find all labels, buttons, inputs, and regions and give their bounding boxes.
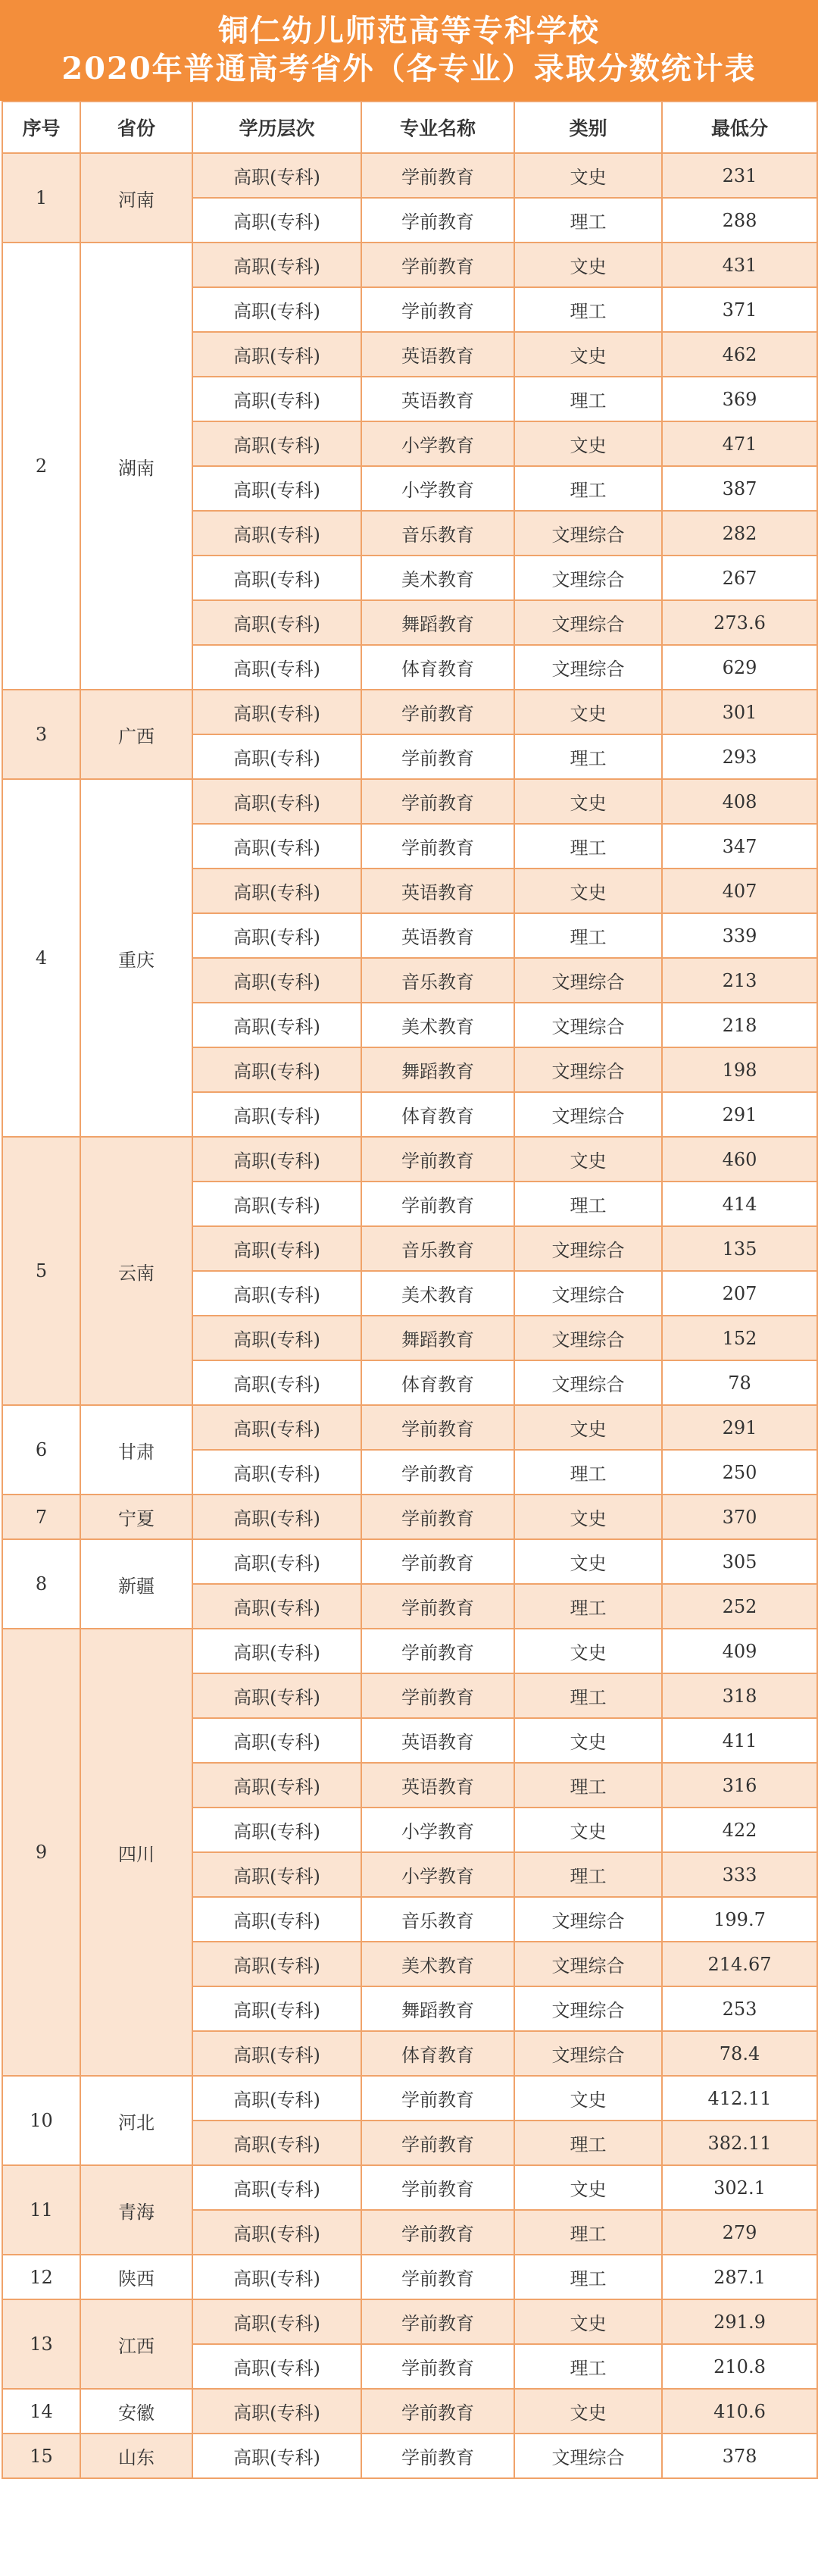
level-cell: 高职(专科): [192, 1450, 361, 1495]
province-cell: 河南: [80, 153, 192, 243]
category-cell: 文史: [514, 153, 662, 198]
province-cell: 甘肃: [80, 1405, 192, 1495]
category-cell: 文史: [514, 1539, 662, 1584]
column-header-category: 类别: [514, 102, 662, 153]
major-cell: 学前教育: [361, 2389, 514, 2434]
table-header-row: [2, 102, 817, 153]
category-cell: 理工: [514, 198, 662, 243]
major-cell: 音乐教育: [361, 1226, 514, 1271]
category-cell: 文史: [514, 2299, 662, 2344]
min-score-cell: 273.6: [662, 600, 817, 645]
min-score-cell: 410.6: [662, 2389, 817, 2434]
title-banner: [0, 0, 818, 101]
min-score-cell: 198: [662, 1047, 817, 1092]
major-cell: 舞蹈教育: [361, 1986, 514, 2031]
category-cell: 理工: [514, 2121, 662, 2165]
major-cell: 学前教育: [361, 2299, 514, 2344]
min-score-cell: 370: [662, 1495, 817, 1539]
min-score-cell: 267: [662, 556, 817, 600]
min-score-cell: 282: [662, 511, 817, 556]
major-cell: 舞蹈教育: [361, 600, 514, 645]
row-index-cell: 9: [2, 1629, 80, 2076]
province-cell: 河北: [80, 2076, 192, 2165]
level-cell: 高职(专科): [192, 2165, 361, 2210]
level-cell: 高职(专科): [192, 1226, 361, 1271]
category-cell: 文史: [514, 779, 662, 824]
level-cell: 高职(专科): [192, 466, 361, 511]
category-cell: 文史: [514, 2165, 662, 2210]
level-cell: 高职(专科): [192, 734, 361, 779]
major-cell: 学前教育: [361, 1405, 514, 1450]
level-cell: 高职(专科): [192, 1182, 361, 1226]
category-cell: 文理综合: [514, 645, 662, 690]
table-row: [2, 2389, 817, 2434]
level-cell: 高职(专科): [192, 198, 361, 243]
category-cell: 理工: [514, 1584, 662, 1629]
min-score-cell: 411: [662, 1718, 817, 1763]
province-cell: 云南: [80, 1137, 192, 1405]
row-index-cell: 2: [2, 243, 80, 690]
major-cell: 学前教育: [361, 1182, 514, 1226]
level-cell: 高职(专科): [192, 1003, 361, 1047]
min-score-cell: 287.1: [662, 2255, 817, 2299]
category-cell: 文理综合: [514, 2031, 662, 2076]
level-cell: 高职(专科): [192, 1092, 361, 1137]
province-cell: 宁夏: [80, 1495, 192, 1539]
major-cell: 学前教育: [361, 824, 514, 869]
level-cell: 高职(专科): [192, 779, 361, 824]
level-cell: 高职(专科): [192, 377, 361, 421]
table-row: [2, 1629, 817, 1673]
province-cell: 湖南: [80, 243, 192, 690]
level-cell: 高职(专科): [192, 645, 361, 690]
category-cell: 文史: [514, 869, 662, 913]
major-cell: 学前教育: [361, 1495, 514, 1539]
column-header-level: 学历层次: [192, 102, 361, 153]
category-cell: 理工: [514, 1182, 662, 1226]
major-cell: 英语教育: [361, 1718, 514, 1763]
category-cell: 文史: [514, 1718, 662, 1763]
level-cell: 高职(专科): [192, 1629, 361, 1673]
level-cell: 高职(专科): [192, 1405, 361, 1450]
level-cell: 高职(专科): [192, 421, 361, 466]
province-cell: 山东: [80, 2434, 192, 2478]
level-cell: 高职(专科): [192, 1718, 361, 1763]
row-index-cell: 15: [2, 2434, 80, 2478]
major-cell: 小学教育: [361, 466, 514, 511]
category-cell: 文理综合: [514, 1047, 662, 1092]
category-cell: 文理综合: [514, 958, 662, 1003]
level-cell: 高职(专科): [192, 1495, 361, 1539]
province-cell: 四川: [80, 1629, 192, 2076]
level-cell: 高职(专科): [192, 690, 361, 734]
category-cell: 理工: [514, 2344, 662, 2389]
level-cell: 高职(专科): [192, 958, 361, 1003]
major-cell: 学前教育: [361, 198, 514, 243]
min-score-cell: 382.11: [662, 2121, 817, 2165]
category-cell: 理工: [514, 287, 662, 332]
major-cell: 英语教育: [361, 332, 514, 377]
category-cell: 文史: [514, 1405, 662, 1450]
column-header-min-score: 最低分: [662, 102, 817, 153]
major-cell: 英语教育: [361, 377, 514, 421]
min-score-cell: 207: [662, 1271, 817, 1316]
min-score-cell: 369: [662, 377, 817, 421]
major-cell: 小学教育: [361, 421, 514, 466]
category-cell: 理工: [514, 466, 662, 511]
row-index-cell: 14: [2, 2389, 80, 2434]
category-cell: 文理综合: [514, 1092, 662, 1137]
category-cell: 文理综合: [514, 2434, 662, 2478]
min-score-cell: 231: [662, 153, 817, 198]
row-index-cell: 7: [2, 1495, 80, 1539]
min-score-cell: 409: [662, 1629, 817, 1673]
level-cell: 高职(专科): [192, 824, 361, 869]
major-cell: 体育教育: [361, 1360, 514, 1405]
min-score-cell: 199.7: [662, 1897, 817, 1942]
min-score-cell: 218: [662, 1003, 817, 1047]
page-title: 铜仁幼儿师范高等专科学校: [218, 13, 600, 49]
major-cell: 美术教育: [361, 1271, 514, 1316]
level-cell: 高职(专科): [192, 1137, 361, 1182]
category-cell: 文理综合: [514, 511, 662, 556]
min-score-cell: 339: [662, 913, 817, 958]
row-index-cell: 1: [2, 153, 80, 243]
category-cell: 文史: [514, 1137, 662, 1182]
row-index-cell: 6: [2, 1405, 80, 1495]
level-cell: 高职(专科): [192, 1584, 361, 1629]
major-cell: 美术教育: [361, 1003, 514, 1047]
min-score-cell: 471: [662, 421, 817, 466]
category-cell: 文理综合: [514, 1360, 662, 1405]
min-score-cell: 422: [662, 1808, 817, 1852]
level-cell: 高职(专科): [192, 1852, 361, 1897]
level-cell: 高职(专科): [192, 2389, 361, 2434]
level-cell: 高职(专科): [192, 2210, 361, 2255]
min-score-cell: 135: [662, 1226, 817, 1271]
category-cell: 文理综合: [514, 1942, 662, 1986]
category-cell: 文理综合: [514, 556, 662, 600]
level-cell: 高职(专科): [192, 332, 361, 377]
major-cell: 学前教育: [361, 779, 514, 824]
major-cell: 体育教育: [361, 2031, 514, 2076]
category-cell: 文史: [514, 2389, 662, 2434]
level-cell: 高职(专科): [192, 600, 361, 645]
table-row: [2, 243, 817, 287]
major-cell: 学前教育: [361, 1539, 514, 1584]
row-index-cell: 10: [2, 2076, 80, 2165]
category-cell: 文理综合: [514, 600, 662, 645]
min-score-cell: 305: [662, 1539, 817, 1584]
min-score-cell: 250: [662, 1450, 817, 1495]
category-cell: 文史: [514, 332, 662, 377]
row-index-cell: 8: [2, 1539, 80, 1629]
major-cell: 小学教育: [361, 1808, 514, 1852]
min-score-cell: 302.1: [662, 2165, 817, 2210]
major-cell: 学前教育: [361, 153, 514, 198]
major-cell: 美术教育: [361, 1942, 514, 1986]
major-cell: 学前教育: [361, 1137, 514, 1182]
level-cell: 高职(专科): [192, 2299, 361, 2344]
min-score-cell: 462: [662, 332, 817, 377]
min-score-cell: 301: [662, 690, 817, 734]
table-row: [2, 1495, 817, 1539]
major-cell: 学前教育: [361, 287, 514, 332]
table-row: [2, 2165, 817, 2210]
category-cell: 文理综合: [514, 1226, 662, 1271]
table-row: [2, 2299, 817, 2344]
major-cell: 学前教育: [361, 243, 514, 287]
major-cell: 学前教育: [361, 2434, 514, 2478]
level-cell: 高职(专科): [192, 2031, 361, 2076]
category-cell: 理工: [514, 377, 662, 421]
level-cell: 高职(专科): [192, 2121, 361, 2165]
row-index-cell: 12: [2, 2255, 80, 2299]
min-score-cell: 371: [662, 287, 817, 332]
min-score-cell: 210.8: [662, 2344, 817, 2389]
level-cell: 高职(专科): [192, 1360, 361, 1405]
min-score-cell: 347: [662, 824, 817, 869]
major-cell: 体育教育: [361, 1092, 514, 1137]
min-score-cell: 288: [662, 198, 817, 243]
min-score-cell: 78.4: [662, 2031, 817, 2076]
category-cell: 文理综合: [514, 1986, 662, 2031]
row-index-cell: 13: [2, 2299, 80, 2389]
province-cell: 陕西: [80, 2255, 192, 2299]
min-score-cell: 431: [662, 243, 817, 287]
table-row: [2, 2255, 817, 2299]
min-score-cell: 629: [662, 645, 817, 690]
admission-score-table: [2, 101, 818, 2479]
table-row: [2, 1405, 817, 1450]
level-cell: 高职(专科): [192, 1316, 361, 1360]
min-score-cell: 378: [662, 2434, 817, 2478]
table-row: [2, 2434, 817, 2478]
min-score-cell: 333: [662, 1852, 817, 1897]
major-cell: 音乐教育: [361, 958, 514, 1003]
level-cell: 高职(专科): [192, 1763, 361, 1808]
level-cell: 高职(专科): [192, 2255, 361, 2299]
min-score-cell: 253: [662, 1986, 817, 2031]
level-cell: 高职(专科): [192, 243, 361, 287]
level-cell: 高职(专科): [192, 1986, 361, 2031]
level-cell: 高职(专科): [192, 511, 361, 556]
category-cell: 理工: [514, 824, 662, 869]
province-cell: 新疆: [80, 1539, 192, 1629]
category-cell: 文理综合: [514, 1003, 662, 1047]
major-cell: 美术教育: [361, 556, 514, 600]
min-score-cell: 408: [662, 779, 817, 824]
major-cell: 学前教育: [361, 1673, 514, 1718]
row-index-cell: 11: [2, 2165, 80, 2255]
major-cell: 舞蹈教育: [361, 1047, 514, 1092]
category-cell: 文史: [514, 1629, 662, 1673]
province-cell: 安徽: [80, 2389, 192, 2434]
category-cell: 理工: [514, 734, 662, 779]
level-cell: 高职(专科): [192, 1047, 361, 1092]
table-row: [2, 2076, 817, 2121]
major-cell: 学前教育: [361, 1629, 514, 1673]
major-cell: 学前教育: [361, 2165, 514, 2210]
major-cell: 体育教育: [361, 645, 514, 690]
level-cell: 高职(专科): [192, 556, 361, 600]
major-cell: 学前教育: [361, 2121, 514, 2165]
table-row: [2, 1539, 817, 1584]
level-cell: 高职(专科): [192, 913, 361, 958]
min-score-cell: 214.67: [662, 1942, 817, 1986]
min-score-cell: 78: [662, 1360, 817, 1405]
major-cell: 学前教育: [361, 2255, 514, 2299]
row-index-cell: 3: [2, 690, 80, 779]
category-cell: 理工: [514, 1852, 662, 1897]
level-cell: 高职(专科): [192, 869, 361, 913]
major-cell: 学前教育: [361, 2344, 514, 2389]
min-score-cell: 414: [662, 1182, 817, 1226]
category-cell: 文史: [514, 690, 662, 734]
level-cell: 高职(专科): [192, 1539, 361, 1584]
major-cell: 学前教育: [361, 2210, 514, 2255]
min-score-cell: 291: [662, 1092, 817, 1137]
row-index-cell: 5: [2, 1137, 80, 1405]
category-cell: 文理综合: [514, 1897, 662, 1942]
category-cell: 理工: [514, 913, 662, 958]
major-cell: 音乐教育: [361, 1897, 514, 1942]
min-score-cell: 291: [662, 1405, 817, 1450]
table-row: [2, 153, 817, 198]
table-body: [2, 153, 817, 2478]
level-cell: 高职(专科): [192, 1271, 361, 1316]
category-cell: 理工: [514, 1450, 662, 1495]
table-row: [2, 1137, 817, 1182]
level-cell: 高职(专科): [192, 153, 361, 198]
category-cell: 文史: [514, 421, 662, 466]
category-cell: 文史: [514, 243, 662, 287]
min-score-cell: 407: [662, 869, 817, 913]
level-cell: 高职(专科): [192, 1897, 361, 1942]
level-cell: 高职(专科): [192, 1673, 361, 1718]
province-cell: 重庆: [80, 779, 192, 1137]
level-cell: 高职(专科): [192, 1942, 361, 1986]
level-cell: 高职(专科): [192, 2076, 361, 2121]
min-score-cell: 213: [662, 958, 817, 1003]
major-cell: 学前教育: [361, 1584, 514, 1629]
category-cell: 文史: [514, 1808, 662, 1852]
major-cell: 舞蹈教育: [361, 1316, 514, 1360]
min-score-cell: 412.11: [662, 2076, 817, 2121]
min-score-cell: 460: [662, 1137, 817, 1182]
level-cell: 高职(专科): [192, 1808, 361, 1852]
level-cell: 高职(专科): [192, 2344, 361, 2389]
major-cell: 学前教育: [361, 1450, 514, 1495]
min-score-cell: 293: [662, 734, 817, 779]
min-score-cell: 387: [662, 466, 817, 511]
level-cell: 高职(专科): [192, 2434, 361, 2478]
major-cell: 英语教育: [361, 913, 514, 958]
table-row: [2, 779, 817, 824]
column-header-province: 省份: [80, 102, 192, 153]
column-header-index: 序号: [2, 102, 80, 153]
major-cell: 小学教育: [361, 1852, 514, 1897]
province-cell: 江西: [80, 2299, 192, 2389]
min-score-cell: 252: [662, 1584, 817, 1629]
min-score-cell: 279: [662, 2210, 817, 2255]
major-cell: 音乐教育: [361, 511, 514, 556]
major-cell: 英语教育: [361, 869, 514, 913]
page-subtitle: 2020年普通高考省外（各专业）录取分数统计表: [61, 51, 757, 86]
min-score-cell: 318: [662, 1673, 817, 1718]
category-cell: 理工: [514, 2210, 662, 2255]
category-cell: 理工: [514, 1673, 662, 1718]
category-cell: 文史: [514, 2076, 662, 2121]
major-cell: 学前教育: [361, 690, 514, 734]
min-score-cell: 291.9: [662, 2299, 817, 2344]
major-cell: 英语教育: [361, 1763, 514, 1808]
row-index-cell: 4: [2, 779, 80, 1137]
min-score-cell: 152: [662, 1316, 817, 1360]
major-cell: 学前教育: [361, 734, 514, 779]
min-score-cell: 316: [662, 1763, 817, 1808]
category-cell: 文史: [514, 1495, 662, 1539]
province-cell: 广西: [80, 690, 192, 779]
major-cell: 学前教育: [361, 2076, 514, 2121]
level-cell: 高职(专科): [192, 287, 361, 332]
column-header-major: 专业名称: [361, 102, 514, 153]
category-cell: 理工: [514, 1763, 662, 1808]
category-cell: 文理综合: [514, 1316, 662, 1360]
category-cell: 文理综合: [514, 1271, 662, 1316]
category-cell: 理工: [514, 2255, 662, 2299]
province-cell: 青海: [80, 2165, 192, 2255]
table-row: [2, 690, 817, 734]
